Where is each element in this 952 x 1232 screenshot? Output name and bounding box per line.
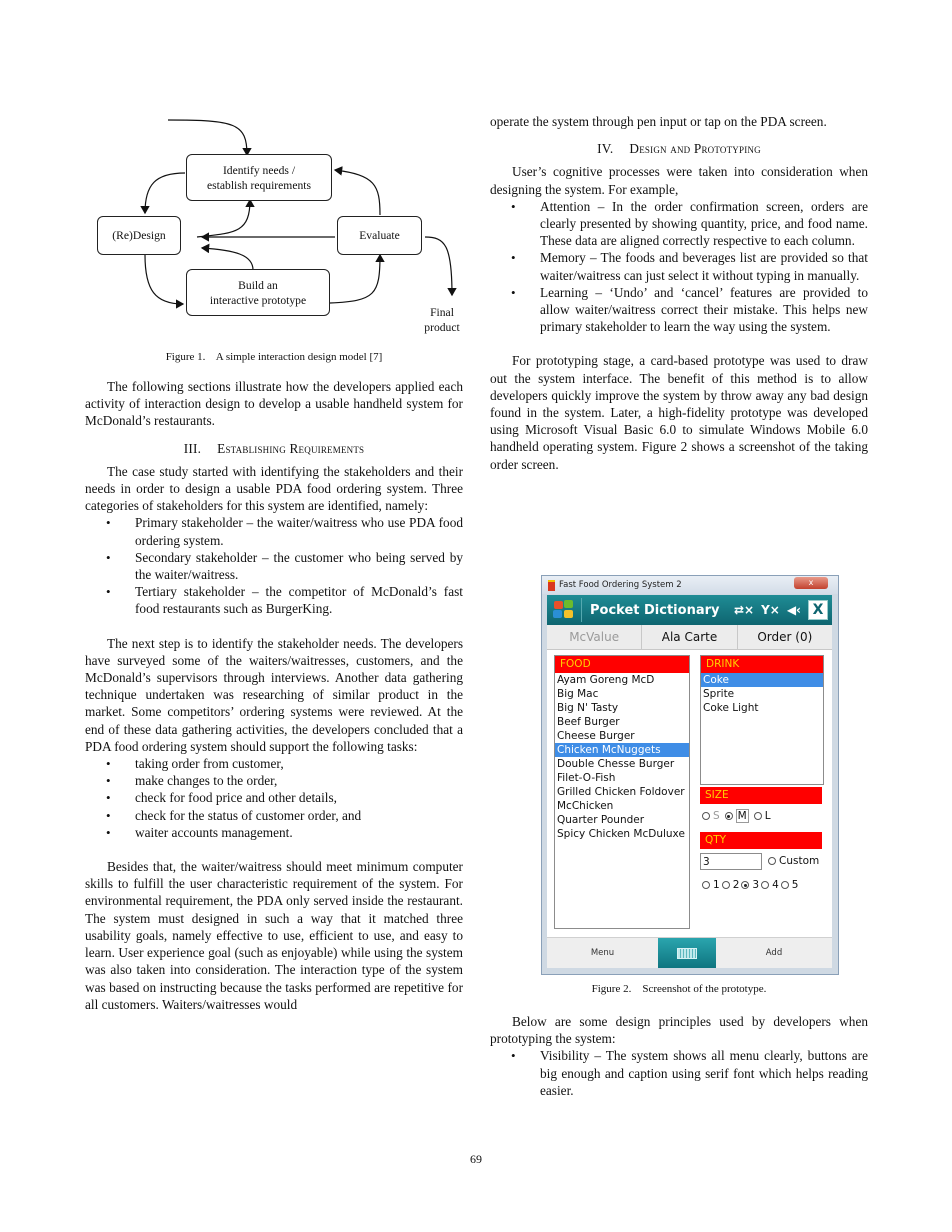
drink-item-selected[interactable]: Coke <box>701 673 823 687</box>
food-item[interactable]: Double Chesse Burger <box>557 758 675 770</box>
right-column <box>490 113 868 473</box>
tab-mcvalue[interactable]: McValue <box>547 625 642 649</box>
keyboard-button[interactable] <box>658 938 716 968</box>
node-label: Build an <box>238 278 278 292</box>
qty-radio-3[interactable] <box>741 879 759 891</box>
list-item: • Attention – In the order confirmation screen, orders are clearly presented by showing quantity, price, and food name. These data are aligned correctly respective to each column. <box>490 198 868 250</box>
section-title: Design and Prototyping <box>629 141 761 157</box>
keyboard-icon <box>677 948 697 959</box>
radio-label: 1 <box>713 879 720 891</box>
size-radio-group <box>702 809 776 823</box>
arrow-redesign-to-build <box>145 255 183 304</box>
task-list <box>85 755 463 841</box>
list-item: • make changes to the order, <box>85 772 463 789</box>
windows-start-icon[interactable] <box>553 600 575 620</box>
radio-label: 2 <box>732 879 740 891</box>
food-item[interactable]: Spicy Chicken McDuluxe <box>557 828 685 840</box>
tab-bar <box>547 625 832 650</box>
radio-label: 4 <box>772 879 779 891</box>
add-softkey[interactable]: Add <box>765 948 783 958</box>
list-item: • check for the status of customer order, and <box>85 807 463 824</box>
node-label: (Re)Design <box>112 229 166 242</box>
list-item: • Primary stakeholder – the waiter/waitress who use PDA food ordering system. <box>85 514 463 548</box>
close-button[interactable]: X <box>808 600 828 620</box>
drink-item[interactable]: Coke Light <box>703 702 759 714</box>
app-title: Pocket Dictionary <box>590 602 720 618</box>
cognitive-paragraph: User’s cognitive processes were taken into consideration when designing the system. For example, <box>490 164 868 197</box>
list-item: • Visibility – The system shows all menu clearly, buttons are big enough and caption using serif font which helps reading easier. <box>490 1047 868 1099</box>
final-line: product <box>424 321 460 334</box>
size-radio-s[interactable] <box>702 810 720 822</box>
window-title: Fast Food Ordering System 2 <box>559 580 682 590</box>
food-item[interactable]: Big N' Tasty <box>557 702 619 714</box>
list-item: • Tertiary stakeholder – the competitor of McDonald’s fast food restaurants such as BurgerKing. <box>85 583 463 617</box>
qty-radio-5[interactable] <box>781 879 799 891</box>
qty-input[interactable]: 3 <box>700 853 762 870</box>
food-item[interactable]: Grilled Chicken Foldover <box>557 786 685 798</box>
food-item[interactable]: Filet-O-Fish <box>557 772 616 784</box>
data-off-icon: ⇄× <box>733 603 755 617</box>
list-item: • waiter accounts management. <box>85 824 463 841</box>
drink-listbox[interactable] <box>700 655 824 785</box>
node-identify-needs <box>186 154 332 201</box>
figure-2-caption: Figure 2. Screenshot of the prototype. <box>591 983 767 995</box>
final-line: Final <box>430 306 454 319</box>
principles-paragraph: Below are some design principles used by developers when prototyping the system: <box>490 1014 868 1047</box>
list-item: • taking order from customer, <box>85 755 463 772</box>
qty-radio-group <box>702 879 800 891</box>
node-build-prototype <box>186 269 330 316</box>
food-item[interactable]: Cheese Burger <box>557 730 635 742</box>
node-label: interactive prototype <box>209 293 307 307</box>
arrow-redesign-to-identify <box>197 200 250 237</box>
node-redesign <box>97 216 181 255</box>
food-item[interactable]: Beef Burger <box>557 716 620 728</box>
radio-label: L <box>764 810 771 822</box>
cognitive-list <box>490 198 868 336</box>
qty-radio-2[interactable] <box>722 879 740 891</box>
section-heading-iii <box>85 440 463 457</box>
food-header: FOOD <box>555 656 689 673</box>
requirements-paragraph: Besides that, the waiter/waitress should meet minimum computer skills to fulfill the user characteristic requirement of the system. For environmental requirement, the PDA only served inside the restaurant. The system must designed in such a way that it matched three usability goals, namely effective to use, efficient to use, and easy to learn. User experience goal (such as enjoyable) while using the system was also taken into consideration. The interaction type of the system was based on instructing because the tasks performed are repetitive for all customers. Waiters/waitresses would <box>85 859 463 1012</box>
radio-label: 5 <box>791 879 799 891</box>
softkey-bar <box>547 937 832 968</box>
wm-title-bar <box>547 595 832 625</box>
size-radio-m[interactable] <box>725 809 749 823</box>
radio-label: 3 <box>752 879 760 891</box>
section-number: IV. <box>597 141 614 157</box>
figure-1-diagram <box>95 115 470 334</box>
food-item[interactable]: Big Mac <box>557 688 599 700</box>
left-column <box>85 378 463 1013</box>
window-titlebar <box>542 576 838 594</box>
node-label: Evaluate <box>359 229 400 242</box>
pda-screen <box>547 595 832 968</box>
arrow-evaluate-to-identify <box>335 170 380 215</box>
arrow-entry <box>168 120 247 155</box>
size-radio-l[interactable] <box>754 810 771 822</box>
qty-header: QTY <box>700 832 822 849</box>
food-item-selected[interactable]: Chicken McNuggets <box>555 743 689 757</box>
figure-1-caption: Figure 1. A simple interaction design model [7] <box>165 351 383 363</box>
section-heading-iv <box>490 140 868 157</box>
tab-ala-carte[interactable]: Ala Carte <box>642 625 737 649</box>
section-title: Establishing Requirements <box>217 440 365 456</box>
qty-custom-radio[interactable] <box>768 855 824 867</box>
drink-item[interactable]: Sprite <box>703 688 735 700</box>
signal-off-icon: Y× <box>761 603 780 617</box>
food-item[interactable]: McChicken <box>557 800 614 812</box>
food-item[interactable]: Quarter Pounder <box>557 814 645 826</box>
food-item[interactable]: Ayam Goreng McD <box>557 674 655 686</box>
radio-label: S <box>713 810 720 822</box>
fries-icon <box>548 580 555 591</box>
window-close-button[interactable]: x <box>794 577 828 589</box>
page-number: 69 <box>470 1152 482 1166</box>
qty-radio-4[interactable] <box>761 879 779 891</box>
stakeholders-paragraph: The case study started with identifying the stakeholders and their needs in order to design a usable PDA food ordering system. Three categories of stakeholders for this system are identified, namely: <box>85 463 463 514</box>
drink-header: DRINK <box>701 656 823 673</box>
qty-radio-1[interactable] <box>702 879 720 891</box>
size-header: SIZE <box>700 787 822 804</box>
list-item: • Learning – ‘Undo’ and ‘cancel’ features are provided to allow waiter/waitress correct their mistake. This helps new primary stakeholder to learn the way using the system. <box>490 284 868 336</box>
right-column-bottom <box>490 1013 868 1099</box>
node-label: establish requirements <box>207 178 311 192</box>
section-number: III. <box>183 440 202 456</box>
stakeholder-list <box>85 514 463 617</box>
continuation-text: operate the system through pen input or tap on the PDA screen. <box>490 114 827 129</box>
list-item: • check for food price and other details, <box>85 789 463 806</box>
list-item: • Memory – The foods and beverages list are provided so that waiter/waitress can just select it without typing in manually. <box>490 249 868 283</box>
arrow-build-to-evaluate <box>330 255 380 303</box>
arrow-build-to-redesign <box>202 248 253 270</box>
prototyping-paragraph: For prototyping stage, a card-based prototype was used to draw out the system interface. The benefit of this method is to allow developers quickly improve the system by throw away any bad design found in the system. Later, a high-fidelity prototype was developed using Microsoft Visual Basic 6.0 to simulate Windows Mobile 6.0 handheld operating system. Figure 2 shows a screenshot of the taking order screen. <box>490 353 868 472</box>
food-listbox[interactable] <box>554 655 690 929</box>
needs-paragraph: The next step is to identify the stakeholder needs. The developers have surveyed some of the waiters/waitresses, customers, and the McDonald’s supervisors through interviews. Another data gathering technique undertaken was researching of similar product in the market. Some competitors’ ordering systems were reviewed. At the end of these data gathering activities, the developers concluded that a PDA food ordering system should support the following tasks: <box>85 635 463 754</box>
node-evaluate <box>337 216 422 255</box>
node-label: Identify needs / <box>222 163 296 177</box>
tab-order[interactable]: Order (0) <box>757 630 813 644</box>
final-product-label <box>417 305 467 335</box>
radio-label: Custom <box>779 855 820 867</box>
intro-paragraph: The following sections illustrate how the developers applied each activity of interaction design to develop a usable handheld system for McDonald’s restaurants. <box>85 379 463 429</box>
arrow-identify-to-redesign <box>145 173 185 213</box>
list-item: • Secondary stakeholder – the customer who being served by the waiter/waitress. <box>85 549 463 583</box>
figure-2-screenshot <box>541 575 839 975</box>
radio-label: M <box>737 810 747 822</box>
speaker-icon: ◀‹ <box>786 603 801 617</box>
principles-list <box>490 1047 868 1099</box>
arrow-evaluate-to-final <box>425 237 452 295</box>
menu-softkey[interactable]: Menu <box>590 948 615 958</box>
